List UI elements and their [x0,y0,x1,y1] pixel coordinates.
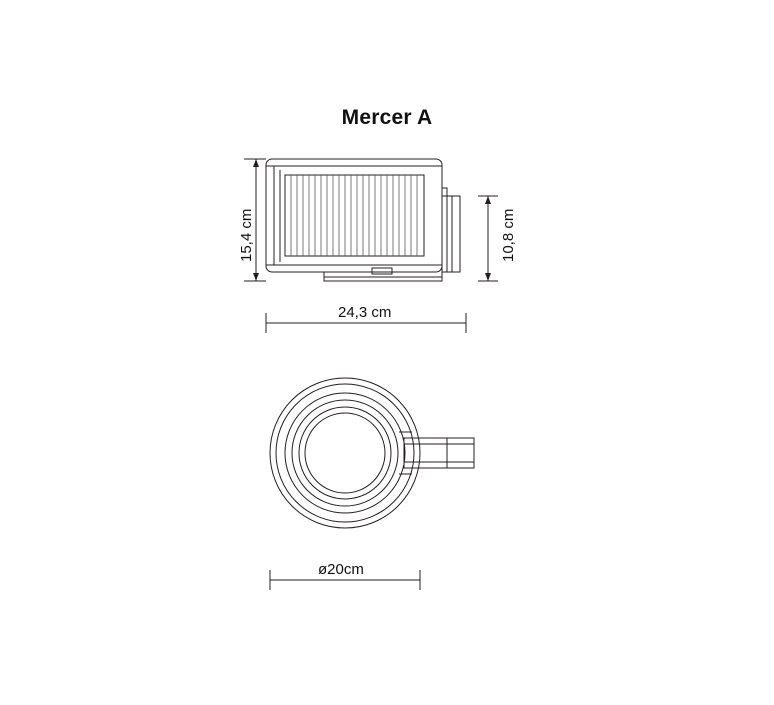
shade-mid-ring-inner [292,400,398,506]
front-elevation-view [270,378,474,590]
shade-outer-ring-inner [276,384,414,522]
diffuser-inner-ring [305,413,385,493]
diffuser-ring [299,407,391,499]
dimension-depth [478,196,498,281]
shade-outline [266,159,442,272]
dimension-label-diameter: ø20cm [318,561,364,578]
page-title: Mercer A [341,106,433,129]
wall-bracket [442,196,460,272]
base-knob [372,268,392,274]
diffuser-panel [285,175,424,256]
dimension-label-width: 24,3 cm [338,304,392,321]
arm-connector [442,188,447,272]
dimension-label-height: 15,4 cm [238,208,255,262]
diffuser-ribs [291,175,417,256]
shade-mid-ring [285,393,405,513]
dimension-label-depth: 10,8 cm [500,208,517,262]
